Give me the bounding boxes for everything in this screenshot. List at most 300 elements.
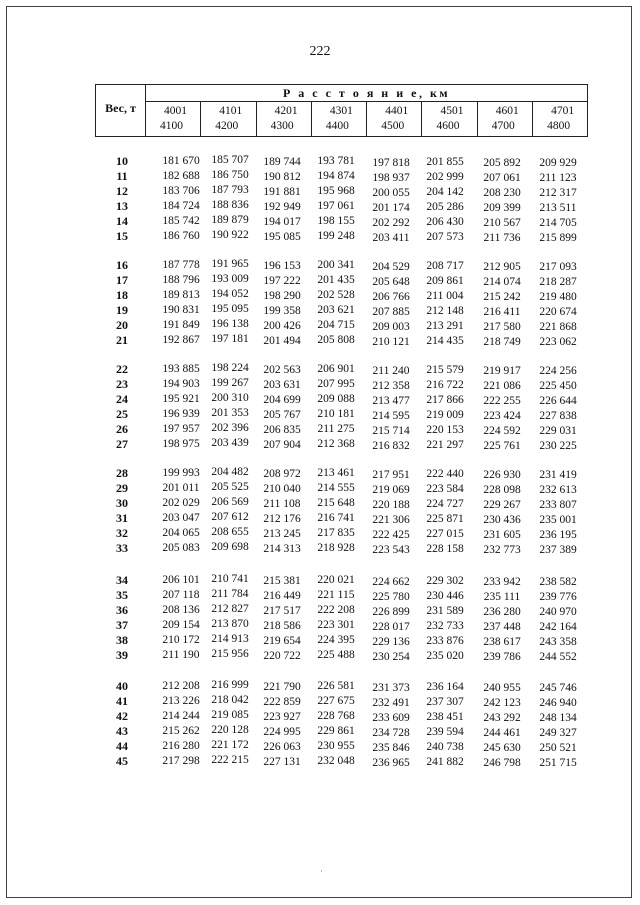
tariff-cell: 226 063 xyxy=(263,740,301,753)
weight-value: 11 xyxy=(116,169,128,183)
range-from: 4501 xyxy=(440,105,464,117)
tariff-cell: 222 255 xyxy=(483,395,521,408)
tariff-cell: 240 970 xyxy=(539,605,577,618)
tariff-cell: 229 136 xyxy=(372,635,410,648)
tariff-cell: 235 001 xyxy=(539,513,577,526)
tariff-cell: 199 267 xyxy=(211,377,249,390)
tariff-cell: 198 290 xyxy=(263,289,301,302)
tariff-cell: 214 074 xyxy=(483,276,521,289)
tariff-cell: 224 592 xyxy=(483,425,521,438)
tariff-cell: 192 949 xyxy=(263,200,301,213)
weight-value: 38 xyxy=(116,633,128,647)
tariff-cell: 211 108 xyxy=(263,497,301,510)
weight-value: 44 xyxy=(116,739,128,753)
tariff-cell: 228 768 xyxy=(317,710,355,723)
tariff-cell: 209 154 xyxy=(162,619,200,631)
tariff-cell: 200 310 xyxy=(211,392,249,405)
tariff-cell: 224 995 xyxy=(263,725,301,738)
tariff-cell: 205 525 xyxy=(211,481,249,494)
range-to: 4100 xyxy=(160,120,183,132)
range-to: 4600 xyxy=(436,120,460,132)
tariff-cell: 221 086 xyxy=(483,380,521,393)
tariff-cell: 205 808 xyxy=(317,334,355,347)
tariff-cell: 190 812 xyxy=(263,170,301,183)
tariff-cell: 197 957 xyxy=(162,423,200,435)
weight-value: 26 xyxy=(116,422,128,436)
tariff-cell: 216 411 xyxy=(483,306,521,319)
tariff-cell: 209 861 xyxy=(426,275,464,287)
range-to: 4500 xyxy=(381,120,405,132)
tariff-cell: 240 738 xyxy=(426,741,464,753)
tariff-cell: 216 832 xyxy=(372,439,410,452)
tariff-cell: 229 861 xyxy=(317,725,355,738)
tariff-cell: 245 746 xyxy=(539,681,577,694)
tariff-cell: 205 648 xyxy=(372,275,410,288)
tariff-cell: 194 017 xyxy=(263,215,301,228)
tariff-cell: 217 835 xyxy=(317,527,355,540)
tariff-cell: 212 176 xyxy=(263,512,301,525)
tariff-cell: 226 930 xyxy=(483,469,521,482)
tariff-cell: 219 480 xyxy=(539,290,577,303)
tariff-cell: 188 836 xyxy=(211,199,249,212)
tariff-cell: 190 922 xyxy=(211,229,249,242)
distance-range-cell xyxy=(201,102,256,136)
weight-value: 42 xyxy=(116,709,128,723)
tariff-cell: 203 621 xyxy=(317,304,355,317)
tariff-cell: 209 698 xyxy=(211,541,249,554)
tariff-cell: 193 885 xyxy=(162,363,200,375)
distance-range-cell xyxy=(478,102,533,136)
tariff-cell: 211 784 xyxy=(211,588,249,601)
tariff-cell: 209 003 xyxy=(372,320,410,333)
tariff-cell: 196 939 xyxy=(162,408,200,420)
tariff-cell: 215 648 xyxy=(317,497,355,510)
tariff-cell: 194 052 xyxy=(211,288,249,301)
distance-range-cell xyxy=(367,102,422,136)
tariff-cell: 222 440 xyxy=(426,468,464,480)
tariff-cell: 206 101 xyxy=(162,574,200,586)
tariff-cell: 198 224 xyxy=(211,362,249,375)
tariff-cell: 215 899 xyxy=(539,231,577,244)
tariff-cell: 215 262 xyxy=(162,725,200,737)
tariff-cell: 187 793 xyxy=(211,184,249,197)
tariff-cell: 212 317 xyxy=(539,186,577,199)
tariff-cell: 202 396 xyxy=(211,422,249,435)
tariff-cell: 201 494 xyxy=(263,334,301,347)
tariff-cell: 207 118 xyxy=(162,589,200,601)
tariff-cell: 219 069 xyxy=(372,483,410,496)
tariff-cell: 205 892 xyxy=(483,157,521,170)
tariff-cell: 185 742 xyxy=(162,215,200,227)
tariff-cell: 236 164 xyxy=(426,681,464,693)
tariff-cell: 227 131 xyxy=(263,755,301,768)
tariff-cell: 208 717 xyxy=(426,260,464,272)
tariff-cell: 242 123 xyxy=(483,697,521,710)
page-number: 222 xyxy=(309,44,331,59)
tariff-cell: 227 838 xyxy=(539,409,577,422)
tariff-cell: 199 358 xyxy=(263,304,301,317)
tariff-cell: 231 605 xyxy=(483,529,521,542)
tariff-cell: 224 727 xyxy=(426,498,464,510)
table-header xyxy=(95,84,588,137)
tariff-cell: 232 048 xyxy=(317,755,355,768)
tariff-cell: 229 302 xyxy=(426,575,464,587)
tariff-cell: 231 419 xyxy=(539,468,577,481)
tariff-cell: 213 291 xyxy=(426,320,464,332)
tariff-cell: 208 230 xyxy=(483,187,521,200)
weight-value: 40 xyxy=(116,679,128,693)
tariff-cell: 227 015 xyxy=(426,528,464,540)
tariff-cell: 245 630 xyxy=(483,742,521,755)
tariff-cell: 223 062 xyxy=(539,335,577,348)
tariff-cell: 209 399 xyxy=(483,202,521,215)
tariff-cell: 232 773 xyxy=(483,544,521,557)
tariff-cell: 207 612 xyxy=(211,511,249,524)
tariff-cell: 202 528 xyxy=(317,289,355,302)
tariff-cell: 213 226 xyxy=(162,695,200,707)
tariff-cell: 206 835 xyxy=(263,423,301,436)
tariff-cell: 204 142 xyxy=(426,186,464,198)
tariff-cell: 243 292 xyxy=(483,712,521,725)
tariff-cell: 203 631 xyxy=(263,378,301,391)
tariff-cell: 240 955 xyxy=(483,682,521,695)
tariff-cell: 237 307 xyxy=(426,696,464,708)
weight-value: 30 xyxy=(116,496,128,510)
tariff-cell: 212 827 xyxy=(211,603,249,616)
tariff-cell: 210 181 xyxy=(317,408,355,421)
weight-value: 12 xyxy=(116,184,128,198)
tariff-cell: 191 881 xyxy=(263,185,301,198)
tariff-cell: 233 876 xyxy=(426,635,464,647)
tariff-cell: 209 088 xyxy=(317,393,355,406)
tariff-cell: 236 280 xyxy=(483,606,521,619)
tariff-cell: 220 674 xyxy=(539,305,577,318)
tariff-cell: 230 955 xyxy=(317,740,355,753)
tariff-cell: 232 613 xyxy=(539,483,577,496)
tariff-cell: 187 778 xyxy=(162,259,200,271)
weight-value: 32 xyxy=(116,526,128,540)
tariff-cell: 241 882 xyxy=(426,756,464,768)
tariff-cell: 206 901 xyxy=(317,363,355,376)
tariff-cell: 221 868 xyxy=(539,320,577,333)
tariff-cell: 204 529 xyxy=(372,260,410,273)
tariff-cell: 200 341 xyxy=(317,259,355,272)
tariff-cell: 251 715 xyxy=(539,756,577,769)
weight-value: 36 xyxy=(116,603,128,617)
tariff-cell: 215 381 xyxy=(263,574,301,587)
tariff-cell: 226 581 xyxy=(317,680,355,693)
tariff-cell: 206 569 xyxy=(211,496,249,509)
tariff-cell: 225 488 xyxy=(317,649,355,662)
tariff-cell: 194 903 xyxy=(162,378,200,390)
range-to: 4200 xyxy=(215,120,239,132)
tariff-cell: 185 707 xyxy=(211,154,249,167)
tariff-cell: 223 424 xyxy=(483,410,521,423)
distance-title: Р а с с т о я н и е, км xyxy=(146,85,587,102)
tariff-cell: 211 275 xyxy=(317,423,355,436)
tariff-cell: 203 439 xyxy=(211,437,249,450)
tariff-cell: 246 940 xyxy=(539,696,577,709)
tariff-cell: 202 999 xyxy=(426,171,464,183)
weight-value: 24 xyxy=(116,392,128,406)
tariff-cell: 189 879 xyxy=(211,214,249,227)
tariff-cell: 233 609 xyxy=(372,711,410,724)
weight-value: 21 xyxy=(116,333,128,347)
tariff-cell: 222 425 xyxy=(372,528,410,541)
tariff-cell: 206 766 xyxy=(372,290,410,303)
tariff-cell: 212 208 xyxy=(162,680,200,692)
weight-value: 20 xyxy=(116,318,128,332)
tariff-cell: 222 215 xyxy=(211,754,249,767)
tariff-cell: 213 245 xyxy=(263,527,301,540)
tariff-cell: 213 461 xyxy=(317,467,355,480)
tariff-cell: 203 411 xyxy=(372,231,410,244)
tariff-cell: 213 511 xyxy=(539,201,577,214)
tariff-cell: 230 436 xyxy=(483,514,521,527)
weight-value: 22 xyxy=(116,362,128,376)
tariff-cell: 205 286 xyxy=(426,201,464,213)
weight-value: 34 xyxy=(116,573,128,587)
tariff-cell: 214 595 xyxy=(372,409,410,422)
weight-value: 15 xyxy=(116,229,128,243)
tariff-cell: 208 136 xyxy=(162,604,200,616)
tariff-cell: 221 297 xyxy=(426,439,464,451)
tariff-cell: 235 111 xyxy=(483,591,521,604)
tariff-cell: 188 796 xyxy=(162,274,200,286)
tariff-cell: 223 927 xyxy=(263,710,301,723)
tariff-cell: 202 292 xyxy=(372,216,410,229)
tariff-cell: 221 306 xyxy=(372,513,410,526)
tariff-cell: 192 867 xyxy=(162,334,200,346)
tariff-cell: 215 579 xyxy=(426,364,464,376)
tariff-cell: 216 741 xyxy=(317,512,355,525)
tariff-cell: 225 450 xyxy=(539,379,577,392)
tariff-cell: 220 021 xyxy=(317,574,355,587)
tariff-cell: 219 654 xyxy=(263,634,301,647)
tariff-cell: 207 904 xyxy=(263,438,301,451)
tariff-cell: 223 584 xyxy=(426,483,464,495)
weight-value: 31 xyxy=(116,511,128,525)
tariff-cell: 215 956 xyxy=(211,648,249,661)
tariff-cell: 208 655 xyxy=(211,526,249,539)
tariff-cell: 215 714 xyxy=(372,424,410,437)
tariff-cell: 214 555 xyxy=(317,482,355,495)
tariff-cell: 228 098 xyxy=(483,484,521,497)
tariff-cell: 205 083 xyxy=(162,542,200,554)
tariff-cell: 225 780 xyxy=(372,590,410,603)
tariff-cell: 210 567 xyxy=(483,217,521,230)
tariff-cell: 244 552 xyxy=(539,650,577,663)
tariff-cell: 236 195 xyxy=(539,528,577,541)
weight-column-header: Вес, т xyxy=(96,85,146,136)
range-from: 4701 xyxy=(551,105,575,117)
tariff-cell: 201 011 xyxy=(162,482,200,494)
tariff-cell: 218 287 xyxy=(539,275,577,288)
tariff-cell: 198 975 xyxy=(162,438,200,450)
tariff-cell: 222 859 xyxy=(263,695,301,708)
tariff-cell: 217 580 xyxy=(483,321,521,334)
tariff-cell: 239 776 xyxy=(539,590,577,603)
tariff-cell: 225 761 xyxy=(483,440,521,453)
tariff-cell: 193 781 xyxy=(317,155,355,168)
tariff-cell: 214 313 xyxy=(263,542,301,555)
tariff-cell: 186 760 xyxy=(162,230,200,242)
tariff-cell: 195 095 xyxy=(211,303,249,316)
tariff-cell: 232 491 xyxy=(372,696,410,709)
tariff-cell: 217 298 xyxy=(162,755,200,767)
tariff-cell: 211 240 xyxy=(372,364,410,377)
tariff-cell: 214 705 xyxy=(539,216,577,229)
tariff-cell: 215 242 xyxy=(483,291,521,304)
tariff-cell: 238 617 xyxy=(483,636,521,649)
tariff-cell: 211 736 xyxy=(483,232,521,245)
tariff-cell: 190 831 xyxy=(162,304,200,316)
tariff-cell: 224 395 xyxy=(317,634,355,647)
tariff-cell: 207 061 xyxy=(483,172,521,185)
tariff-cell: 210 040 xyxy=(263,482,301,495)
distance-range-cell xyxy=(146,102,201,136)
tariff-cell: 231 373 xyxy=(372,681,410,694)
tariff-cell: 248 134 xyxy=(539,711,577,724)
weight-value: 45 xyxy=(116,754,128,768)
footer-mark: · xyxy=(320,866,323,876)
tariff-cell: 211 123 xyxy=(539,171,577,184)
tariff-cell: 250 521 xyxy=(539,741,577,754)
weight-value: 41 xyxy=(116,694,128,708)
tariff-cell: 235 020 xyxy=(426,650,464,662)
distance-range-cell xyxy=(423,102,478,136)
tariff-cell: 205 767 xyxy=(263,408,301,421)
tariff-cell: 204 482 xyxy=(211,466,249,479)
weight-value: 33 xyxy=(116,541,128,555)
weight-value: 16 xyxy=(116,258,128,272)
weight-value: 35 xyxy=(116,588,128,602)
tariff-cell: 214 244 xyxy=(162,710,200,722)
weight-value: 17 xyxy=(116,273,128,287)
tariff-cell: 217 093 xyxy=(539,260,577,273)
tariff-cell: 220 128 xyxy=(211,724,249,737)
tariff-cell: 214 435 xyxy=(426,335,464,347)
tariff-cell: 197 818 xyxy=(372,156,410,169)
tariff-cell: 249 327 xyxy=(539,726,577,739)
tariff-cell: 186 750 xyxy=(211,169,249,182)
tariff-cell: 219 009 xyxy=(426,409,464,421)
weight-value: 19 xyxy=(116,303,128,317)
tariff-cell: 238 451 xyxy=(426,711,464,723)
weight-value: 18 xyxy=(116,288,128,302)
tariff-cell: 224 662 xyxy=(372,575,410,588)
tariff-cell: 211 190 xyxy=(162,649,200,661)
tariff-cell: 212 905 xyxy=(483,261,521,274)
tariff-cell: 218 749 xyxy=(483,336,521,349)
tariff-cell: 195 968 xyxy=(317,185,355,198)
distance-range-cell xyxy=(257,102,312,136)
tariff-cell: 220 153 xyxy=(426,424,464,436)
tariff-cell: 212 358 xyxy=(372,379,410,392)
tariff-cell: 217 951 xyxy=(372,468,410,481)
tariff-cell: 229 267 xyxy=(483,499,521,512)
tariff-cell: 207 995 xyxy=(317,378,355,391)
tariff-cell: 231 589 xyxy=(426,605,464,617)
range-to: 4700 xyxy=(491,120,515,132)
tariff-cell: 189 813 xyxy=(162,289,200,301)
weight-value: 13 xyxy=(116,199,128,213)
tariff-cell: 220 188 xyxy=(372,498,410,511)
tariff-cell: 237 389 xyxy=(539,543,577,556)
tariff-cell: 210 121 xyxy=(372,335,410,348)
tariff-cell: 242 164 xyxy=(539,620,577,633)
range-to: 4300 xyxy=(270,120,294,132)
tariff-cell: 202 029 xyxy=(162,497,200,509)
tariff-cell: 221 115 xyxy=(317,589,355,602)
tariff-cell: 199 248 xyxy=(317,230,355,243)
tariff-cell: 238 582 xyxy=(539,575,577,588)
tariff-cell: 201 435 xyxy=(317,274,355,287)
range-from: 4601 xyxy=(495,105,519,117)
range-from: 4301 xyxy=(329,105,353,117)
tariff-cell: 228 017 xyxy=(372,620,410,633)
tariff-cell: 211 004 xyxy=(426,290,464,302)
tariff-cell: 216 722 xyxy=(426,379,464,391)
tariff-cell: 244 461 xyxy=(483,727,521,740)
range-from: 4101 xyxy=(219,105,243,117)
tariff-cell: 204 699 xyxy=(263,393,301,406)
tariff-cell: 232 733 xyxy=(426,620,464,632)
tariff-cell: 204 065 xyxy=(162,527,200,539)
tariff-cell: 223 543 xyxy=(372,543,410,556)
tariff-cell: 223 301 xyxy=(317,619,355,632)
tariff-cell: 230 254 xyxy=(372,650,410,663)
tariff-cell: 218 928 xyxy=(317,542,355,555)
tariff-cell: 203 047 xyxy=(162,512,200,524)
tariff-cell: 212 368 xyxy=(317,438,355,451)
weight-value: 29 xyxy=(116,481,128,495)
tariff-cell: 233 807 xyxy=(539,498,577,511)
tariff-cell: 243 358 xyxy=(539,635,577,648)
distance-range-cell xyxy=(312,102,367,136)
tariff-cell: 213 477 xyxy=(372,394,410,407)
tariff-cell: 222 208 xyxy=(317,604,355,617)
tariff-cell: 246 798 xyxy=(483,757,521,770)
tariff-cell: 213 870 xyxy=(211,618,249,631)
tariff-cell: 230 225 xyxy=(539,439,577,452)
tariff-cell: 233 942 xyxy=(483,576,521,589)
tariff-cell: 230 446 xyxy=(426,590,464,602)
tariff-cell: 200 426 xyxy=(263,319,301,332)
tariff-cell: 210 172 xyxy=(162,634,200,646)
tariff-cell: 201 174 xyxy=(372,201,410,214)
tariff-cell: 225 871 xyxy=(426,513,464,525)
tariff-cell: 181 670 xyxy=(162,155,200,167)
weight-value: 25 xyxy=(116,407,128,421)
tariff-cell: 207 573 xyxy=(426,231,464,243)
tariff-cell: 218 586 xyxy=(263,619,301,632)
tariff-cell: 214 913 xyxy=(211,633,249,646)
tariff-cell: 235 846 xyxy=(372,741,410,754)
tariff-cell: 206 430 xyxy=(426,216,464,228)
weight-value: 28 xyxy=(116,466,128,480)
weight-value: 43 xyxy=(116,724,128,738)
range-from: 4401 xyxy=(385,105,409,117)
weight-value: 37 xyxy=(116,618,128,632)
tariff-cell: 237 448 xyxy=(483,621,521,634)
tariff-cell: 226 899 xyxy=(372,605,410,618)
tariff-cell: 236 965 xyxy=(372,756,410,769)
tariff-cell: 216 449 xyxy=(263,589,301,602)
tariff-cell: 226 644 xyxy=(539,394,577,407)
tariff-cell: 201 855 xyxy=(426,156,464,168)
tariff-cell: 208 972 xyxy=(263,467,301,480)
